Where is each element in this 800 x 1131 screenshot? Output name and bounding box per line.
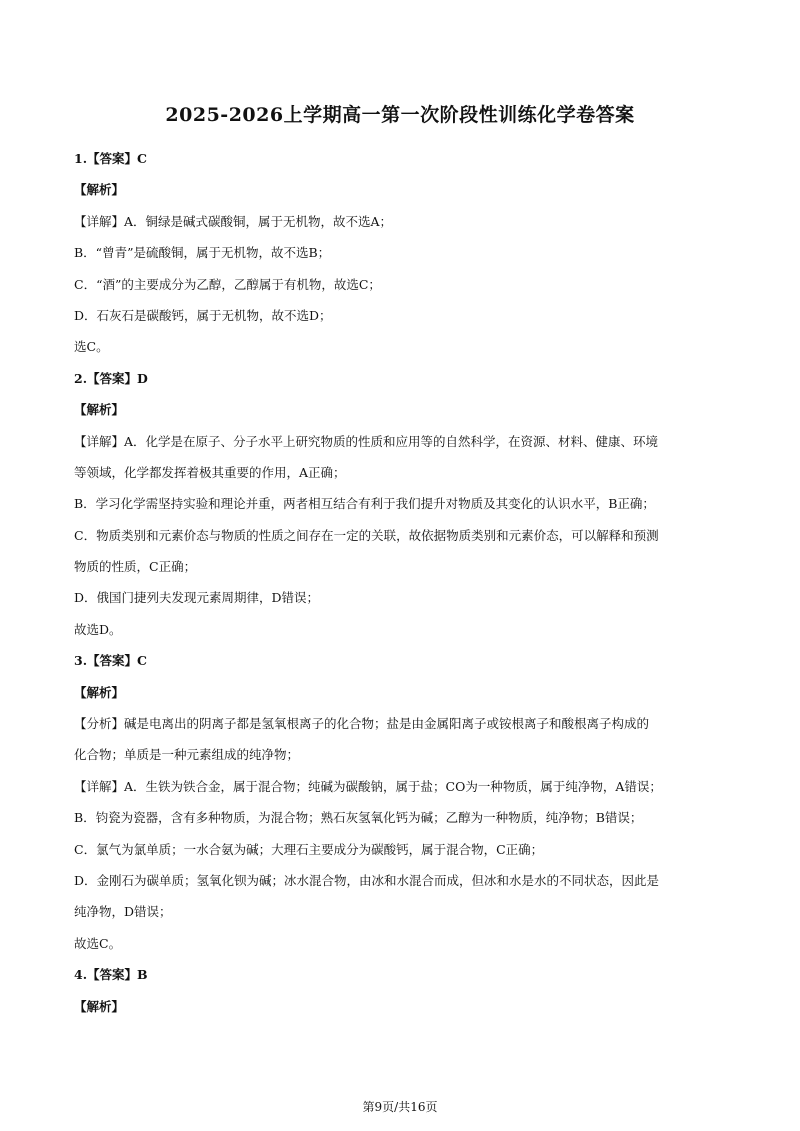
q3-analysis-heading: 【解析】 xyxy=(74,684,125,700)
page-title: 2025-2026上学期高一第一次阶段性训练化学卷答案 xyxy=(165,104,635,126)
q1-conclusion: 选C。 xyxy=(74,339,109,355)
q2-detail-c: C．物质类别和元素价态与物质的性质之间存在一定的关联，故依据物质类别和元素价态，可以解释和预测 xyxy=(74,527,659,543)
q3-detail-c: C．氯气为氯单质；一水合氨为碱；大理石主要成分为碳酸钙，属于混合物，C正确； xyxy=(74,841,544,857)
q3-detail-a: 【详解】A．生铁为铁合金，属于混合物；纯碱为碳酸钠，属于盐；CO为一种物质，属于纯净物，A错误； xyxy=(74,778,662,794)
answer-content xyxy=(74,143,734,1022)
q2-analysis-heading: 【解析】 xyxy=(74,402,125,418)
q3-analysis-cont: 化合物；单质是一种元素组成的纯净物； xyxy=(74,747,300,763)
q3-conclusion: 故选C。 xyxy=(74,935,122,951)
q3-detail-d: D．金刚石为碳单质；氢氧化钡为碱；冰水混合物，由冰和水混合而成，但冰和水是水的不同状态，因此是 xyxy=(74,872,660,888)
q1-analysis-heading: 【解析】 xyxy=(74,182,125,198)
q2-answer: 2.【答案】D xyxy=(74,370,148,386)
q4-answer: 4.【答案】B xyxy=(74,967,148,983)
q1-detail-a: 【详解】A．铜绿是碱式碳酸铜，属于无机物，故不选A； xyxy=(74,213,393,229)
q3-detail-b: B．钧瓷为瓷器，含有多种物质，为混合物；熟石灰氢氧化钙为碱；乙醇为一种物质，纯净物；B错误； xyxy=(74,810,643,826)
q3-analysis: 【分析】碱是电离出的阴离子都是氢氧根离子的化合物；盐是由金属阳离子或铵根离子和酸根离子构成的 xyxy=(74,716,650,732)
q2-conclusion: 故选D。 xyxy=(74,621,122,637)
q2-detail-d: D．俄国门捷列夫发现元素周期律，D错误； xyxy=(74,590,320,606)
page-number: 第9页/共16页 xyxy=(362,1100,438,1114)
q1-detail-c: C．“酒”的主要成分为乙醇，乙醇属于有机物，故选C； xyxy=(74,276,381,292)
q2-detail-a: 【详解】A．化学是在原子、分子水平上研究物质的性质和应用等的自然科学，在资源、材料、健康、环境 xyxy=(74,433,659,449)
q1-detail-d: D．石灰石是碳酸钙，属于无机物，故不选D； xyxy=(74,307,332,323)
q2-detail-b: B．学习化学需坚持实验和理论并重，两者相互结合有利于我们提升对物质及其变化的认识水平，B正确； xyxy=(74,496,655,512)
q2-detail-c-cont: 物质的性质，C正确； xyxy=(74,559,197,575)
q3-answer: 3.【答案】C xyxy=(74,653,147,669)
q3-detail-d-cont: 纯净物，D错误； xyxy=(74,904,172,920)
q4-analysis-heading: 【解析】 xyxy=(74,998,125,1014)
q1-detail-b: B．“曾青”是硫酸铜，属于无机物，故不选B； xyxy=(74,245,331,261)
q1-answer: 1.【答案】C xyxy=(74,151,147,166)
q2-detail-a-cont: 等领域，化学都发挥着极其重要的作用，A正确； xyxy=(74,464,346,480)
